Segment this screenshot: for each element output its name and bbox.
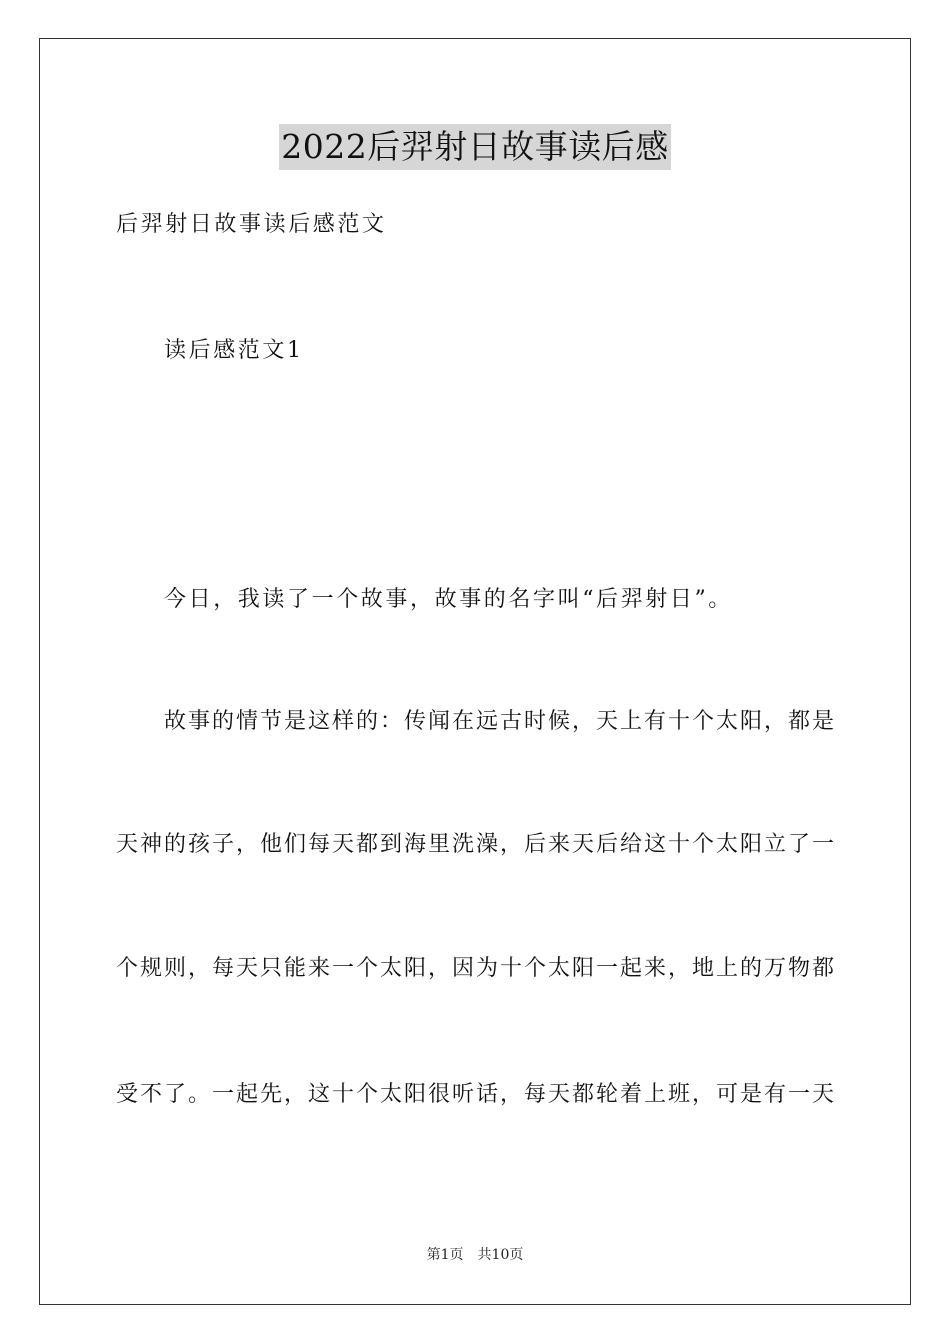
page-footer: 第1页 共10页 xyxy=(426,1247,524,1263)
paragraph-line: 天神的孩子，他们每天都到海里洗澡，后来天后给这十个太阳立了一 xyxy=(116,832,834,857)
document-title: 2022后羿射日故事读后感 xyxy=(279,124,670,170)
section-heading: 读后感范文1 xyxy=(164,338,304,363)
title-container xyxy=(0,124,950,170)
paragraph-line: 受不了。一起先，这十个太阳很听话，每天都轮着上班，可是有一天 xyxy=(116,1082,834,1107)
paragraph-line: 个规则，每天只能来一个太阳，因为十个太阳一起来，地上的万物都 xyxy=(116,956,834,981)
paragraph-line: 故事的情节是这样的：传闻在远古时候，天上有十个太阳，都是 xyxy=(164,709,834,734)
paragraph-line: 今日，我读了一个故事，故事的名字叫“后羿射日”。 xyxy=(164,587,733,612)
document-subtitle: 后羿射日故事读后感范文 xyxy=(116,212,387,237)
